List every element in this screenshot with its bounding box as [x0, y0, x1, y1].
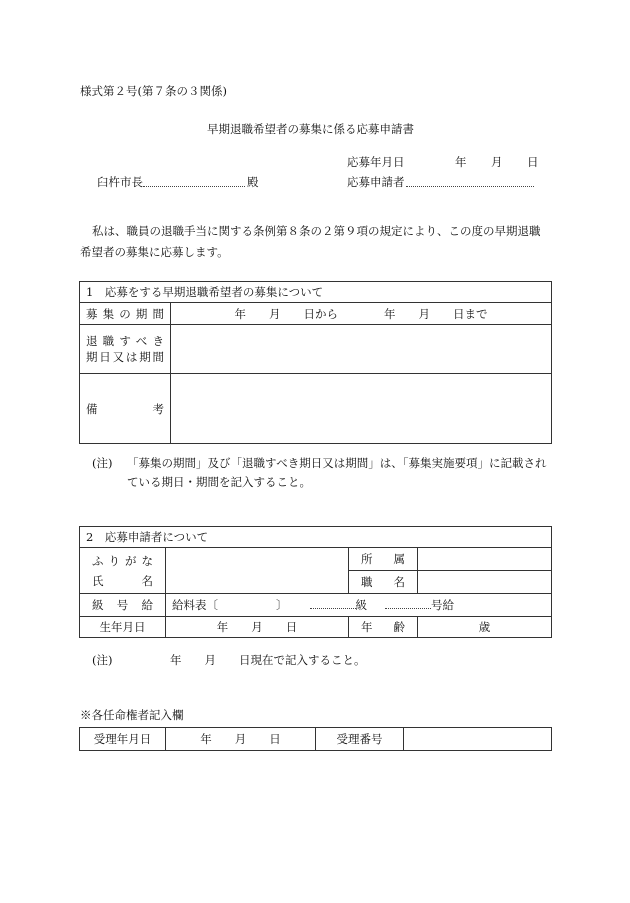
name-text-label: 氏 名	[92, 573, 153, 588]
step-dotted-line[interactable]	[385, 598, 431, 609]
recruit-period-value[interactable]: 年 月 日から 年 月 日まで	[171, 303, 552, 325]
application-date-label: 応募年月日	[347, 155, 405, 169]
remarks-label: 備 考	[80, 374, 171, 444]
affiliation-label: 所 属	[349, 548, 418, 571]
received-date-label: 受理年月日	[80, 728, 166, 751]
note2-mark: (注)	[92, 653, 113, 667]
authority-heading: ※各任命権者記入欄	[80, 708, 184, 722]
addressee-dotted-line	[143, 186, 245, 187]
recruit-period-label: 募集の期間	[80, 303, 171, 325]
application-date-year: 年	[455, 155, 467, 169]
section2-heading: 2 応募申請者について	[80, 527, 552, 548]
salary-table-close: 〕	[276, 598, 288, 612]
age-suffix: 歳	[478, 620, 491, 634]
note1-line-2: ている期日・期間を記入すること。	[127, 475, 311, 489]
note1-line-1: 「募集の期間」及び「退職すべき期日又は期間」は、「募集実施要項」に記載され	[127, 456, 547, 470]
retire-date-field[interactable]	[171, 325, 552, 374]
received-number-field[interactable]	[404, 728, 552, 751]
form-number: 様式第２号(第７条の３関係)	[80, 84, 227, 98]
document-title: 早期退職希望者の募集に係る応募申請書	[207, 122, 414, 136]
section1-heading: 1 応募をする早期退職希望者の募集について	[80, 282, 552, 303]
position-label: 職 名	[349, 571, 418, 594]
step-suffix: 号給	[431, 598, 454, 612]
applicant-label: 応募申請者	[347, 175, 405, 189]
grade-suffix: 級	[355, 598, 367, 612]
note2-text: 年 月 日現在で記入すること。	[170, 653, 366, 667]
age-field[interactable]	[418, 617, 552, 638]
grade-dotted-line[interactable]	[310, 598, 356, 609]
applicant-dotted-line[interactable]	[406, 186, 534, 187]
note1-mark: (注)	[92, 456, 113, 470]
intro-line-2: 希望者の募集に応募します。	[80, 245, 229, 259]
affiliation-field[interactable]	[418, 548, 552, 571]
intro-line-1: 私は、職員の退職手当に関する条例第８条の２第９項の規定により、この度の早期退職	[92, 224, 541, 238]
application-date-day: 日	[527, 155, 539, 169]
retire-date-label: 退職すべき 期日又は期間	[80, 325, 171, 374]
age-label: 年 齢	[349, 617, 418, 638]
name-field[interactable]	[166, 548, 349, 594]
addressee: 臼杵市長	[97, 175, 143, 189]
birth-date-label: 生年月日	[80, 617, 166, 638]
remarks-field[interactable]	[171, 374, 552, 444]
grade-label: 級号給	[80, 594, 166, 617]
grade-field[interactable]	[166, 594, 552, 617]
birth-date-field[interactable]: 年 月 日	[166, 617, 349, 638]
furigana-label: ふりがな	[92, 553, 153, 568]
application-date-month: 月	[491, 155, 503, 169]
salary-table-label: 給料表〔	[172, 598, 218, 612]
received-number-label: 受理番号	[316, 728, 404, 751]
section2-table	[79, 526, 552, 638]
section1-table	[79, 281, 552, 444]
authority-table	[79, 727, 552, 751]
name-label	[80, 548, 166, 594]
received-date-field[interactable]: 年 月 日	[166, 728, 316, 751]
honorific: 殿	[247, 175, 259, 189]
position-field[interactable]	[418, 571, 552, 594]
